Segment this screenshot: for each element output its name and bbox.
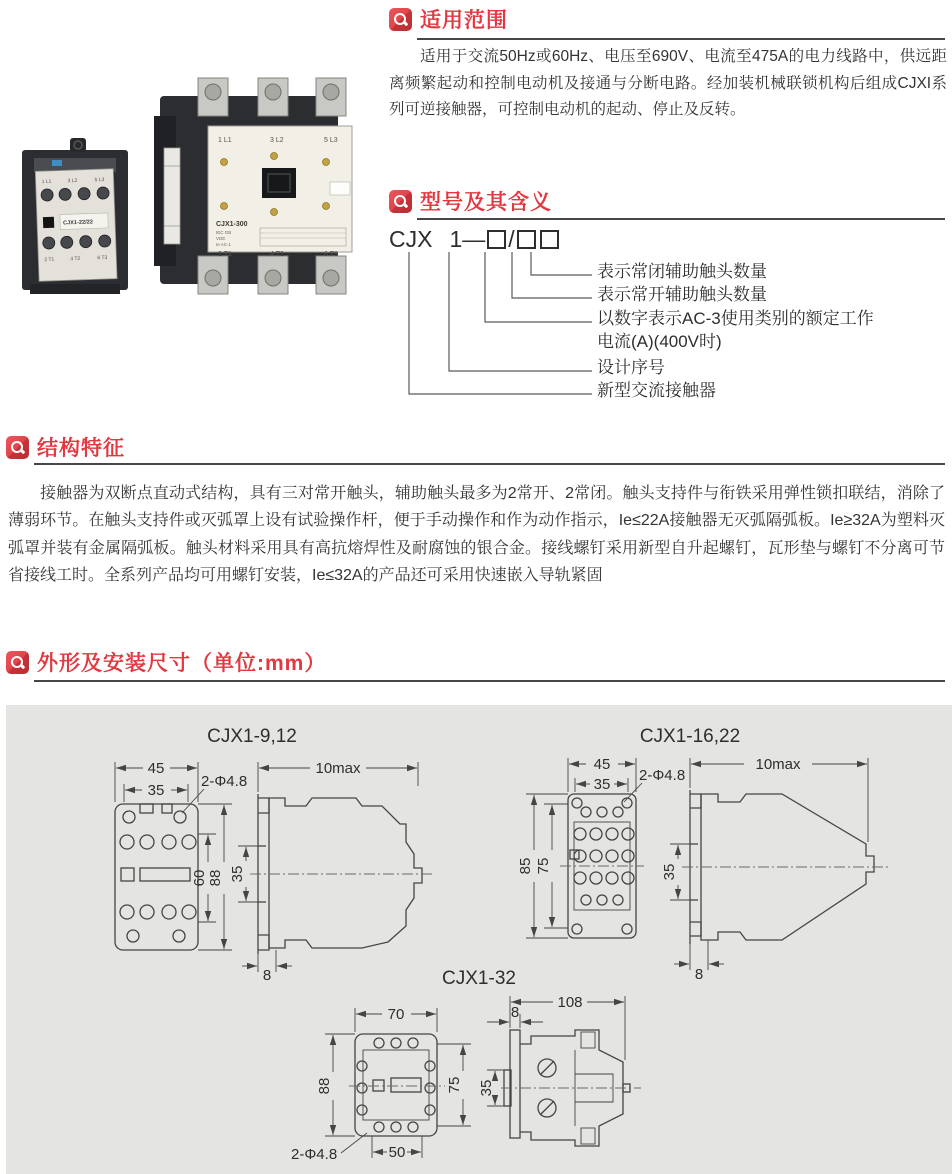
section-structure-title: 结构特征 (37, 437, 125, 460)
model-series: CJX (389, 226, 433, 252)
large-model-label: CJX1-300 (216, 221, 248, 228)
plate-text: Ie AC-1 (216, 242, 232, 247)
dim-w-inner: 35 (147, 782, 165, 799)
section-application-header (389, 4, 508, 34)
dim-w-outer: 70 (387, 1006, 405, 1023)
section-dimensions-rule (34, 680, 945, 682)
dim-h-outer: 88 (316, 1077, 333, 1095)
section-model-title: 型号及其含义 (420, 191, 552, 214)
dim-h-outer: 88 (207, 869, 224, 887)
small-model-label: CJX1-22/22 (63, 219, 94, 227)
model-design-number: 1 (449, 226, 463, 252)
model-dash: — (462, 226, 486, 252)
drawing-title: CJX1-16,22 (639, 726, 741, 747)
magnifier-icon (6, 651, 29, 674)
small-contactor-photo (22, 138, 128, 294)
drawing-title: CJX1-32 (442, 968, 516, 989)
dim-w-outer: 45 (593, 756, 611, 773)
front-view (355, 1034, 437, 1136)
dim-holes: 2-Φ4.8 (201, 773, 248, 790)
terminal-label: 1 L1 (41, 178, 52, 186)
terminal-label: 3 L2 (67, 177, 78, 185)
dim-rail-height: 35 (661, 863, 678, 881)
section-application-rule (417, 38, 945, 40)
dim-w-inner: 35 (593, 776, 611, 793)
section-structure-header (6, 432, 125, 462)
model-label-no: 表示常开辅助触头数量 (597, 285, 767, 304)
dim-h-inner: 60 (191, 869, 208, 887)
magnifier-icon (6, 436, 29, 459)
dim-h-outer: 85 (517, 857, 534, 875)
model-label-design: 设计序号 (597, 358, 665, 377)
plate-text: VDE (216, 236, 226, 241)
dim-w-bottom: 50 (388, 1144, 406, 1161)
section-dimensions-title: 外形及安装尺寸（单位:mm） (37, 652, 327, 675)
dim-rail-height: 35 (478, 1079, 495, 1097)
dim-depth: 10max (315, 760, 361, 777)
large-contactor-photo (154, 78, 352, 294)
magnifier-icon (389, 8, 412, 31)
product-photos (12, 70, 384, 302)
dim-holes: 2-Φ4.8 (639, 767, 686, 784)
terminal-label: 4 T2 (270, 251, 284, 258)
terminal-label: 3 L2 (270, 137, 284, 144)
terminal-label: 4 T2 (70, 255, 81, 263)
dim-holes: 2-Φ4.8 (291, 1146, 338, 1163)
magnifier-icon (389, 190, 412, 213)
plate-text: IEC GB (216, 230, 232, 235)
dim-h-inner: 75 (446, 1076, 463, 1094)
section-structure-rule (34, 463, 945, 465)
dim-clip-depth: 8 (694, 966, 704, 982)
section-model-rule (417, 218, 945, 220)
model-label-nc: 表示常闭辅助触头数量 (597, 262, 767, 281)
drawing-cjx1-9-12 (70, 722, 470, 982)
section-dimensions-header (6, 647, 326, 677)
section-application-title: 适用范围 (420, 9, 508, 32)
drawing-title: CJX1-9,12 (207, 726, 297, 747)
dim-depth: 10max (755, 756, 801, 773)
terminal-label: 5 L3 (94, 176, 105, 184)
dim-plate-depth: 8 (510, 1004, 520, 1021)
drawing-cjx1-32 (275, 966, 715, 1174)
terminal-label: 6 T3 (97, 254, 108, 262)
front-view (115, 804, 198, 950)
dim-h-inner: 75 (535, 857, 552, 875)
dim-depth: 108 (557, 994, 583, 1011)
application-body-text: 适用于交流50Hz或60Hz、电压至690V、电流至475A的电力线路中，供远距离频繁起动和控制电动机及接通与分断电路。经加装机械联锁机构后组成CJXI系列可逆接触器，可控制电动机的起动、停止及反转。 (389, 48, 947, 118)
terminal-label: 6 T3 (324, 251, 338, 258)
model-label-current-2: 电流(A)(400V时) (597, 332, 722, 351)
drawing-cjx1-16-22 (478, 722, 948, 982)
dim-rail-height: 35 (229, 865, 246, 883)
dim-w-outer: 45 (147, 760, 165, 777)
model-code-box (487, 230, 506, 249)
model-code-box (517, 230, 536, 249)
terminal-label: 5 L3 (324, 137, 338, 144)
terminal-label: 1 L1 (218, 137, 232, 144)
terminal-label: 2 T1 (218, 251, 232, 258)
model-slash: / (508, 226, 515, 252)
structure-body-text: 接触器为双断点直动式结构，具有三对常开触头，辅助触头最多为2常开、2常闭。触头支持件与衔铁采用弹性锁扣联结，消除了薄弱环节。在触头支持件或灭弧罩上设有试验操作杆，便于手动操作和作为动作指示，Ie≤22A接触器无灭弧隔弧板。Ie≥32A为塑料灭弧罩并装有金属隔弧板。触头材料采用具有高抗熔焊性及耐腐蚀的银合金。接线螺钉采用新型自升起螺钉，瓦形垫与螺钉不分离可节省接线工时。全系列产品均可用螺钉安装，Ie≤32A的产品还可采用快速嵌入导轨紧固 (8, 485, 945, 584)
dim-clip-depth: 8 (262, 967, 272, 982)
model-label-series: 新型交流接触器 (597, 381, 716, 400)
model-label-current-1: 以数字表示AC-3使用类别的额定工作 (597, 309, 874, 328)
terminal-label: 2 T1 (44, 256, 55, 264)
section-model-header (389, 186, 552, 216)
model-code-box (540, 230, 559, 249)
